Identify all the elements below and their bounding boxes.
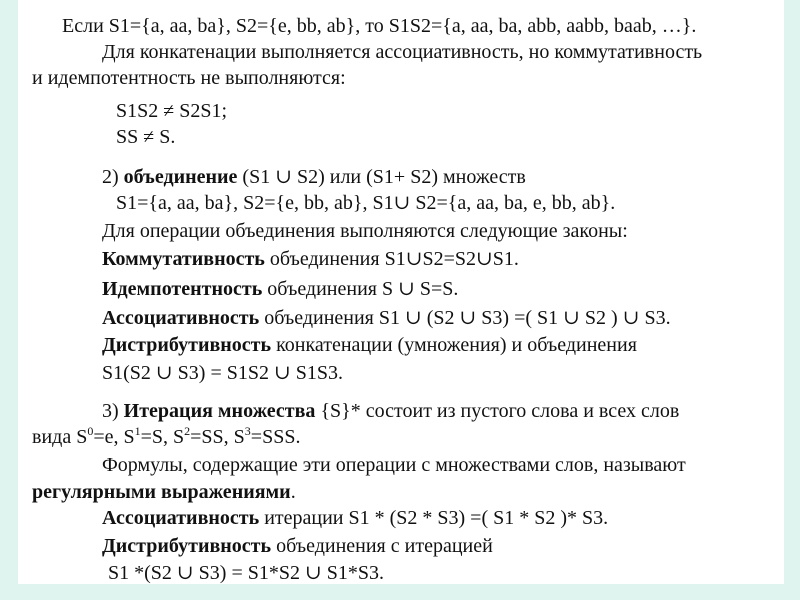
document-page (18, 0, 784, 584)
law-term: Коммутативность (102, 248, 265, 270)
section-number: 3) (102, 400, 124, 422)
paragraph-line: Для конкатенации выполняется ассоциативность, но коммутативность (102, 41, 703, 63)
superscript: 1 (134, 424, 141, 438)
example-union: S1={a, aa, ba}, S2={e, bb, ab}, S1∪ S2={a, aa, ba, e, bb, ab}. (116, 192, 616, 214)
formula-line: SS ≠ S. (116, 126, 176, 148)
paragraph-line: и идемпотентность не выполняются: (32, 67, 346, 89)
law-text: конкатенации (умножения) и объединения (271, 334, 637, 356)
heading-text: (S1 ∪ S2) или (S1+ S2) множеств (237, 166, 526, 188)
law-text: объединения S ∪ S=S. (262, 278, 459, 300)
law-text: объединения с итерацией (271, 535, 493, 557)
paragraph-line: Формулы, содержащие эти операции с множествами слов, называют (102, 454, 686, 476)
superscript: 3 (244, 424, 251, 438)
text-run: вида S (32, 426, 88, 448)
law-term: Ассоциативность (102, 507, 260, 529)
text-run: =S, S (140, 426, 185, 448)
section-number: 2) (102, 166, 124, 188)
law-distributivity (102, 333, 637, 357)
law-term: Дистрибутивность (102, 535, 272, 557)
text-run: =e, S (93, 426, 135, 448)
law-term: Дистрибутивность (102, 334, 272, 356)
law-iteration-associativity (102, 506, 608, 530)
superscript: 0 (87, 424, 94, 438)
example-concatenation: Если S1={a, aa, ba}, S2={e, bb, ab}, то S1S2={a, aa, ba, abb, aabb, baab, …}. (62, 15, 697, 37)
term-regular-expressions: регулярными выражениями (32, 481, 291, 503)
law-associativity (102, 306, 671, 330)
law-term: Ассоциативность (102, 307, 260, 329)
term-union: объединение (123, 166, 238, 188)
law-text: итерации S1 * (S2 * S3) =( S1 * S2 )* S3. (259, 507, 609, 529)
law-text: объединения S1 ∪ (S2 ∪ S3) =( S1 ∪ S2 ) ∪ S3. (259, 307, 671, 329)
text-run: . (290, 481, 296, 503)
law-text: объединения S1∪S2=S2∪S1. (264, 248, 519, 270)
law-term: Идемпотентность (102, 278, 263, 300)
formula-line: S1 *(S2 ∪ S3) = S1*S2 ∪ S1*S3. (108, 562, 384, 584)
term-iteration: Итерация множества (123, 400, 316, 422)
section-iteration-heading (102, 399, 679, 423)
superscript: 2 (184, 424, 191, 438)
iteration-powers (32, 425, 300, 449)
text-run: =SS, S (190, 426, 245, 448)
text-run: =SSS. (250, 426, 301, 448)
paragraph-line: Для операции объединения выполняются следующие законы: (102, 220, 628, 242)
section-union-heading (102, 165, 526, 189)
law-idempotency (102, 277, 458, 301)
law-commutativity (102, 247, 519, 271)
formula-line: S1S2 ≠ S2S1; (116, 100, 228, 122)
formula-line: S1(S2 ∪ S3) = S1S2 ∪ S1S3. (102, 362, 343, 384)
regular-expressions-line (32, 480, 296, 504)
heading-text: {S}* состоит из пустого слова и всех слов (315, 400, 680, 422)
law-iteration-distributivity (102, 534, 493, 558)
